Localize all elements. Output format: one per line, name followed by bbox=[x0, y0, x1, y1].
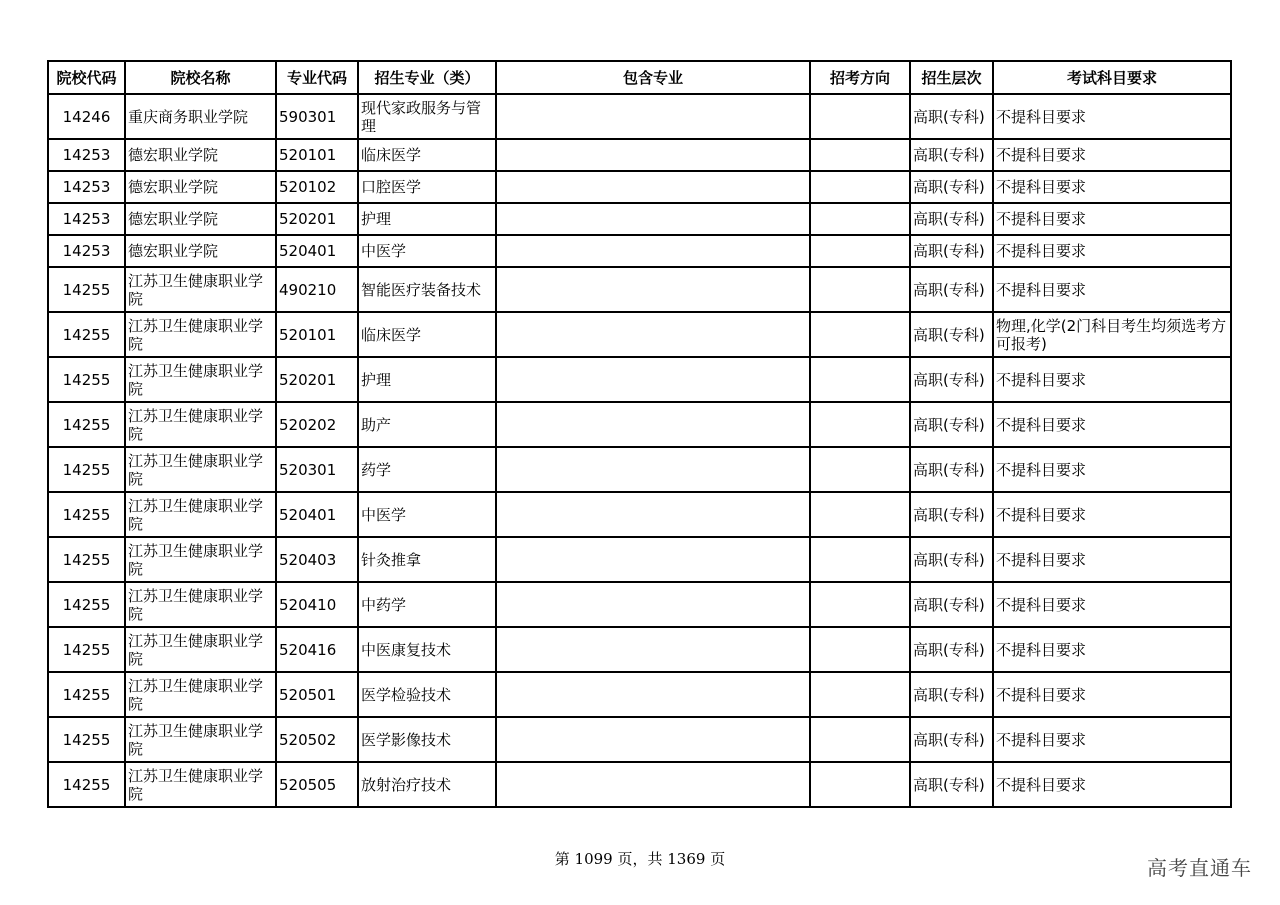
cell-direction bbox=[810, 762, 910, 807]
cell-level: 高职(专科) bbox=[910, 492, 993, 537]
cell-major: 针灸推拿 bbox=[358, 537, 496, 582]
cell-included-majors bbox=[496, 717, 810, 762]
cell-major-code: 490210 bbox=[276, 267, 358, 312]
cell-subject-requirements: 不提科目要求 bbox=[993, 447, 1231, 492]
header-subject-requirements: 考试科目要求 bbox=[993, 61, 1231, 94]
header-school-name: 院校名称 bbox=[125, 61, 276, 94]
cell-included-majors bbox=[496, 94, 810, 139]
header-level: 招生层次 bbox=[910, 61, 993, 94]
page-footer: 第 1099 页，共 1369 页 bbox=[554, 850, 726, 868]
cell-direction bbox=[810, 402, 910, 447]
header-direction: 招考方向 bbox=[810, 61, 910, 94]
cell-school-name: 德宏职业学院 bbox=[125, 203, 276, 235]
watermark: 高考直通车 bbox=[1147, 856, 1252, 880]
cell-school-code: 14255 bbox=[48, 582, 125, 627]
cell-included-majors bbox=[496, 402, 810, 447]
cell-included-majors bbox=[496, 171, 810, 203]
cell-included-majors bbox=[496, 492, 810, 537]
cell-included-majors bbox=[496, 537, 810, 582]
cell-school-code: 14255 bbox=[48, 447, 125, 492]
cell-subject-requirements: 不提科目要求 bbox=[993, 762, 1231, 807]
cell-major-code: 520101 bbox=[276, 312, 358, 357]
cell-major-code: 520401 bbox=[276, 492, 358, 537]
cell-direction bbox=[810, 94, 910, 139]
cell-major: 药学 bbox=[358, 447, 496, 492]
cell-subject-requirements: 不提科目要求 bbox=[993, 94, 1231, 139]
cell-school-code: 14255 bbox=[48, 762, 125, 807]
cell-major: 助产 bbox=[358, 402, 496, 447]
cell-school-code: 14255 bbox=[48, 717, 125, 762]
cell-level: 高职(专科) bbox=[910, 537, 993, 582]
cell-school-name: 江苏卫生健康职业学院 bbox=[125, 402, 276, 447]
cell-major: 中医学 bbox=[358, 235, 496, 267]
cell-included-majors bbox=[496, 235, 810, 267]
cell-school-name: 江苏卫生健康职业学院 bbox=[125, 447, 276, 492]
cell-level: 高职(专科) bbox=[910, 447, 993, 492]
cell-included-majors bbox=[496, 139, 810, 171]
cell-major: 护理 bbox=[358, 357, 496, 402]
table-row bbox=[48, 537, 1231, 582]
header-included-majors: 包含专业 bbox=[496, 61, 810, 94]
cell-level: 高职(专科) bbox=[910, 312, 993, 357]
cell-major: 智能医疗装备技术 bbox=[358, 267, 496, 312]
cell-school-code: 14253 bbox=[48, 171, 125, 203]
cell-included-majors bbox=[496, 312, 810, 357]
cell-major-code: 520102 bbox=[276, 171, 358, 203]
cell-major: 临床医学 bbox=[358, 312, 496, 357]
cell-level: 高职(专科) bbox=[910, 139, 993, 171]
header-major-code: 专业代码 bbox=[276, 61, 358, 94]
cell-included-majors bbox=[496, 267, 810, 312]
cell-major: 临床医学 bbox=[358, 139, 496, 171]
cell-school-name: 德宏职业学院 bbox=[125, 171, 276, 203]
cell-included-majors bbox=[496, 762, 810, 807]
cell-school-code: 14255 bbox=[48, 267, 125, 312]
table-row bbox=[48, 672, 1231, 717]
cell-subject-requirements: 不提科目要求 bbox=[993, 171, 1231, 203]
cell-level: 高职(专科) bbox=[910, 267, 993, 312]
cell-major-code: 520416 bbox=[276, 627, 358, 672]
cell-school-name: 江苏卫生健康职业学院 bbox=[125, 672, 276, 717]
cell-included-majors bbox=[496, 447, 810, 492]
cell-included-majors bbox=[496, 627, 810, 672]
cell-major: 放射治疗技术 bbox=[358, 762, 496, 807]
cell-included-majors bbox=[496, 357, 810, 402]
cell-major: 中医学 bbox=[358, 492, 496, 537]
cell-major: 口腔医学 bbox=[358, 171, 496, 203]
cell-direction bbox=[810, 582, 910, 627]
cell-school-name: 江苏卫生健康职业学院 bbox=[125, 762, 276, 807]
table-row bbox=[48, 492, 1231, 537]
cell-school-name: 德宏职业学院 bbox=[125, 235, 276, 267]
cell-school-name: 江苏卫生健康职业学院 bbox=[125, 312, 276, 357]
cell-direction bbox=[810, 357, 910, 402]
cell-level: 高职(专科) bbox=[910, 717, 993, 762]
cell-level: 高职(专科) bbox=[910, 582, 993, 627]
cell-subject-requirements: 不提科目要求 bbox=[993, 492, 1231, 537]
cell-direction bbox=[810, 267, 910, 312]
table-row bbox=[48, 139, 1231, 171]
cell-school-name: 江苏卫生健康职业学院 bbox=[125, 582, 276, 627]
cell-level: 高职(专科) bbox=[910, 627, 993, 672]
cell-school-name: 德宏职业学院 bbox=[125, 139, 276, 171]
cell-direction bbox=[810, 672, 910, 717]
cell-direction bbox=[810, 447, 910, 492]
cell-major: 中医康复技术 bbox=[358, 627, 496, 672]
cell-major-code: 520410 bbox=[276, 582, 358, 627]
table-row bbox=[48, 203, 1231, 235]
table-row bbox=[48, 717, 1231, 762]
cell-major-code: 520301 bbox=[276, 447, 358, 492]
cell-school-code: 14255 bbox=[48, 537, 125, 582]
cell-direction bbox=[810, 139, 910, 171]
cell-subject-requirements: 不提科目要求 bbox=[993, 139, 1231, 171]
cell-subject-requirements: 不提科目要求 bbox=[993, 203, 1231, 235]
cell-subject-requirements: 不提科目要求 bbox=[993, 717, 1231, 762]
cell-level: 高职(专科) bbox=[910, 203, 993, 235]
cell-school-code: 14255 bbox=[48, 312, 125, 357]
cell-school-name: 江苏卫生健康职业学院 bbox=[125, 357, 276, 402]
cell-subject-requirements: 不提科目要求 bbox=[993, 402, 1231, 447]
table-row bbox=[48, 402, 1231, 447]
cell-direction bbox=[810, 312, 910, 357]
cell-school-code: 14255 bbox=[48, 357, 125, 402]
cell-major-code: 520202 bbox=[276, 402, 358, 447]
cell-school-name: 江苏卫生健康职业学院 bbox=[125, 492, 276, 537]
cell-school-code: 14253 bbox=[48, 235, 125, 267]
cell-direction bbox=[810, 235, 910, 267]
cell-major-code: 590301 bbox=[276, 94, 358, 139]
header-school-code: 院校代码 bbox=[48, 61, 125, 94]
cell-subject-requirements: 不提科目要求 bbox=[993, 672, 1231, 717]
table-row bbox=[48, 235, 1231, 267]
cell-major-code: 520101 bbox=[276, 139, 358, 171]
cell-subject-requirements: 不提科目要求 bbox=[993, 267, 1231, 312]
cell-level: 高职(专科) bbox=[910, 235, 993, 267]
cell-subject-requirements: 不提科目要求 bbox=[993, 357, 1231, 402]
cell-school-code: 14253 bbox=[48, 203, 125, 235]
cell-school-name: 江苏卫生健康职业学院 bbox=[125, 627, 276, 672]
cell-major-code: 520505 bbox=[276, 762, 358, 807]
table-row bbox=[48, 447, 1231, 492]
cell-level: 高职(专科) bbox=[910, 762, 993, 807]
cell-major-code: 520201 bbox=[276, 357, 358, 402]
cell-level: 高职(专科) bbox=[910, 171, 993, 203]
table-row bbox=[48, 171, 1231, 203]
header-major: 招生专业（类） bbox=[358, 61, 496, 94]
cell-major-code: 520501 bbox=[276, 672, 358, 717]
cell-major-code: 520201 bbox=[276, 203, 358, 235]
cell-direction bbox=[810, 492, 910, 537]
cell-subject-requirements: 不提科目要求 bbox=[993, 627, 1231, 672]
cell-major: 中药学 bbox=[358, 582, 496, 627]
cell-school-name: 江苏卫生健康职业学院 bbox=[125, 717, 276, 762]
cell-major-code: 520502 bbox=[276, 717, 358, 762]
cell-major-code: 520403 bbox=[276, 537, 358, 582]
cell-school-code: 14255 bbox=[48, 672, 125, 717]
cell-major: 医学影像技术 bbox=[358, 717, 496, 762]
cell-school-name: 江苏卫生健康职业学院 bbox=[125, 537, 276, 582]
cell-level: 高职(专科) bbox=[910, 402, 993, 447]
cell-school-code: 14255 bbox=[48, 627, 125, 672]
cell-subject-requirements: 不提科目要求 bbox=[993, 235, 1231, 267]
table-row bbox=[48, 582, 1231, 627]
cell-included-majors bbox=[496, 582, 810, 627]
table-row bbox=[48, 267, 1231, 312]
table-row bbox=[48, 312, 1231, 357]
table-row bbox=[48, 762, 1231, 807]
cell-school-code: 14255 bbox=[48, 492, 125, 537]
cell-included-majors bbox=[496, 203, 810, 235]
cell-school-code: 14255 bbox=[48, 402, 125, 447]
cell-major: 护理 bbox=[358, 203, 496, 235]
cell-major: 医学检验技术 bbox=[358, 672, 496, 717]
cell-direction bbox=[810, 537, 910, 582]
cell-school-name: 江苏卫生健康职业学院 bbox=[125, 267, 276, 312]
cell-direction bbox=[810, 171, 910, 203]
cell-school-code: 14253 bbox=[48, 139, 125, 171]
cell-major-code: 520401 bbox=[276, 235, 358, 267]
cell-subject-requirements: 不提科目要求 bbox=[993, 537, 1231, 582]
cell-school-name: 重庆商务职业学院 bbox=[125, 94, 276, 139]
cell-direction bbox=[810, 717, 910, 762]
table-row bbox=[48, 357, 1231, 402]
cell-subject-requirements: 不提科目要求 bbox=[993, 582, 1231, 627]
cell-direction bbox=[810, 627, 910, 672]
header-row bbox=[48, 61, 1231, 94]
admissions-table bbox=[47, 60, 1232, 808]
cell-direction bbox=[810, 203, 910, 235]
cell-school-code: 14246 bbox=[48, 94, 125, 139]
cell-level: 高职(专科) bbox=[910, 94, 993, 139]
cell-level: 高职(专科) bbox=[910, 357, 993, 402]
cell-level: 高职(专科) bbox=[910, 672, 993, 717]
table-row bbox=[48, 94, 1231, 139]
table-row bbox=[48, 627, 1231, 672]
cell-subject-requirements: 物理,化学(2门科目考生均须选考方可报考) bbox=[993, 312, 1231, 357]
cell-major: 现代家政服务与管理 bbox=[358, 94, 496, 139]
cell-included-majors bbox=[496, 672, 810, 717]
